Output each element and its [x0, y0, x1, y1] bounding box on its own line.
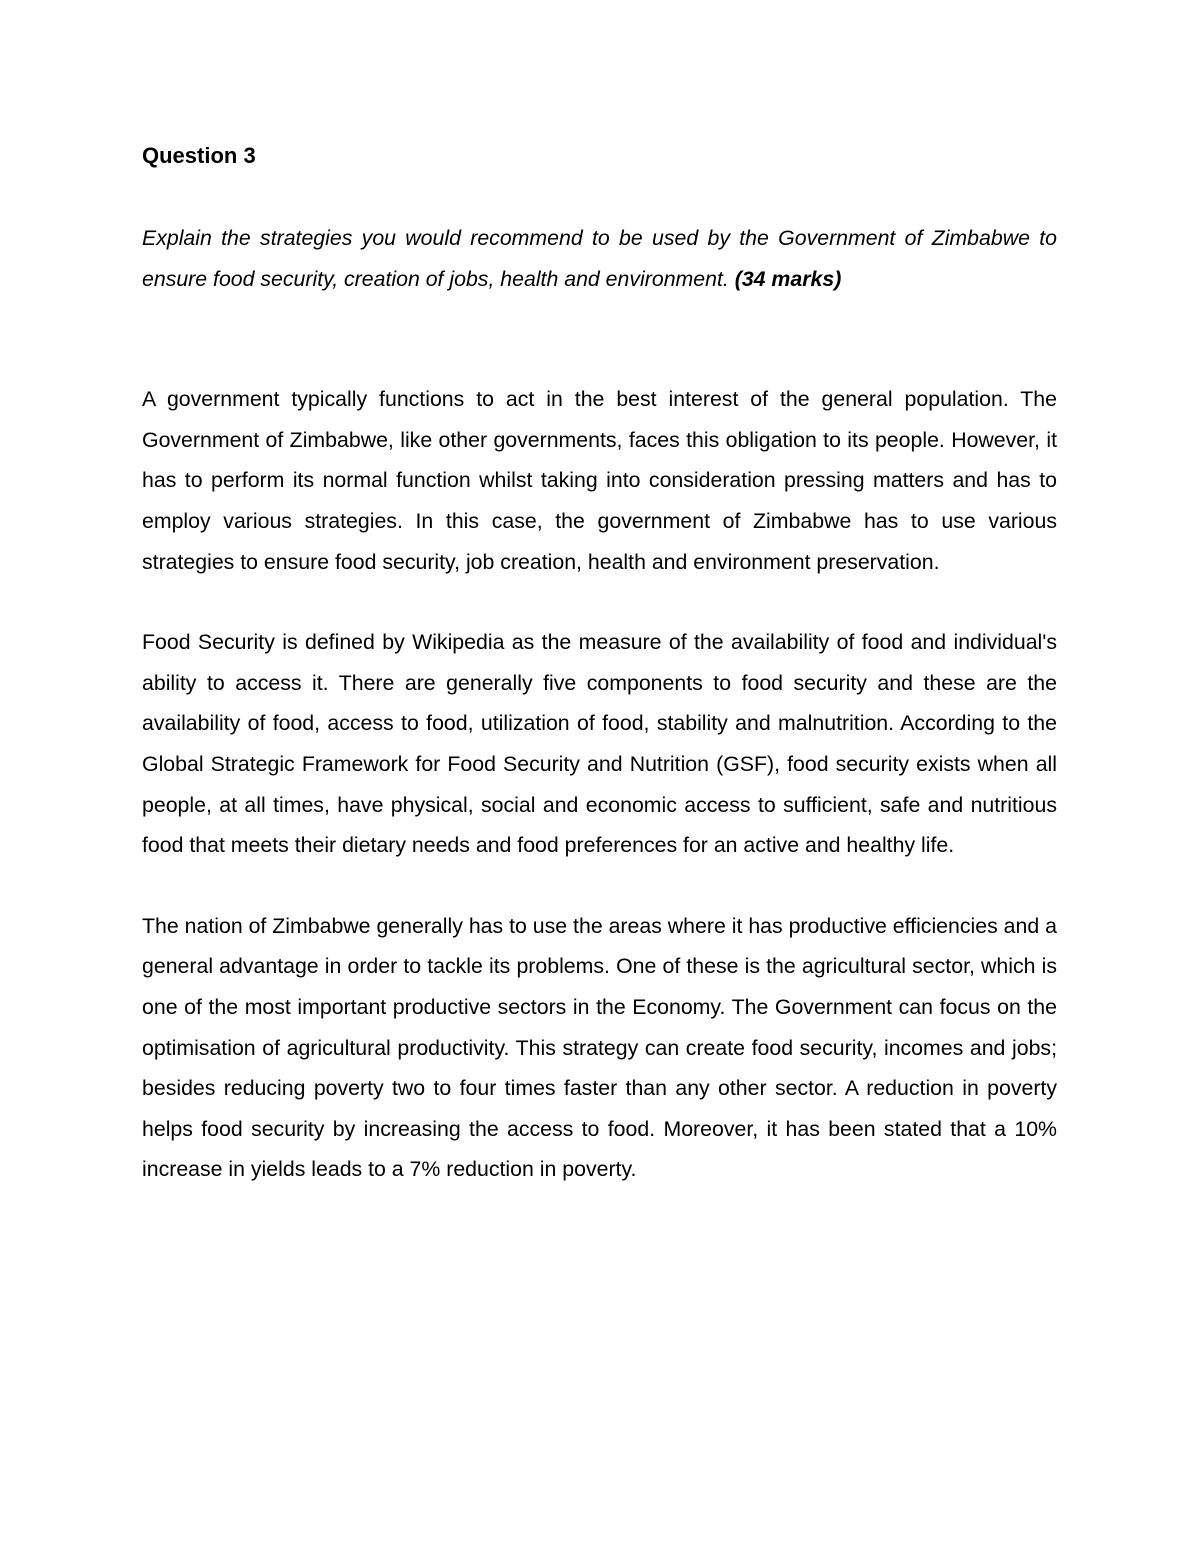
paragraph-food-security-definition: Food Security is defined by Wikipedia as the measure of the availability of food and individual's ability to access it. There are generally five components to food security and these are the availability of food, access to food, utilization of food, stability and malnutrition. According to the Global Strategic Framework for Food Security and Nutrition (GSF), food security exists when all people, at all times, have physical, social and economic access to sufficient, safe and nutritious food that meets their dietary needs and food preferences for an active and healthy life.: [142, 630, 1057, 858]
document-content: [142, 138, 1057, 1190]
question-heading: Question 3: [142, 143, 256, 168]
question-prompt-text: Explain the strategies you would recommend to be used by the Government of Zimbabwe to ensure food security, creation of jobs, health and environment.: [142, 226, 1057, 291]
paragraph-introduction: A government typically functions to act in the best interest of the general population. The Government of Zimbabwe, like other governments, faces this obligation to its people. However, it has to perform its normal function whilst taking into consideration pressing matters and has to employ various strategies. In this case, the government of Zimbabwe has to use various strategies to ensure food security, job creation, health and environment preservation.: [142, 387, 1057, 574]
paragraph-agricultural-strategy: The nation of Zimbabwe generally has to use the areas where it has productive efficiencies and a general advantage in order to tackle its problems. One of these is the agricultural sector, which is one of the most important productive sectors in the Economy. The Government can focus on the optimisation of agricultural productivity. This strategy can create food security, incomes and jobs; besides reducing poverty two to four times faster than any other sector. A reduction in poverty helps food security by increasing the access to food. Moreover, it has been stated that a 10% increase in yields leads to a 7% reduction in poverty.: [142, 913, 1057, 1182]
question-marks: (34 marks): [734, 266, 842, 291]
question-prompt: [142, 218, 1057, 299]
